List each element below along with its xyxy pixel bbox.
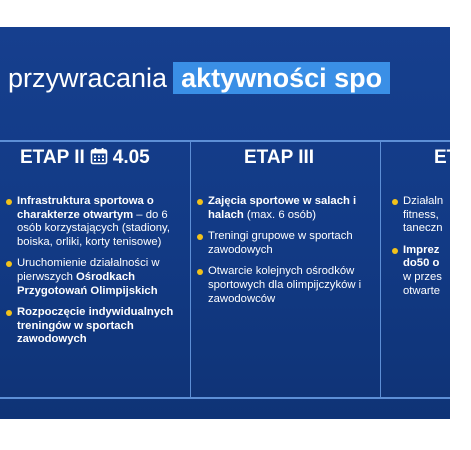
list-item: Rozpoczęcie indywidualnych treningów w sportach zawodowych	[6, 306, 184, 347]
stage-4-header	[434, 145, 471, 171]
bullet-icon	[197, 269, 203, 275]
stage-4-list	[392, 195, 444, 306]
stage-3-header	[244, 145, 314, 171]
bullet-icon	[197, 234, 203, 240]
bullet-icon	[392, 248, 398, 254]
list-item: Infrastruktura sportowa o charakterze otwartym – do 6 osób korzystających (stadiony, boiska, orliki, korty tenisowe)	[6, 195, 184, 249]
bullet-icon	[392, 199, 398, 205]
footer-divider	[0, 397, 450, 399]
stage-2-header	[20, 145, 150, 173]
stage-3-title: ETAP III	[244, 147, 315, 168]
list-item: Treningi grupowe w sportach zawodowych	[197, 230, 367, 257]
stage-2-title: ETAP II	[20, 147, 85, 168]
title-prefix: przywracania	[8, 63, 168, 93]
list-item: Imprez do50 o w przes otwarte	[392, 244, 444, 298]
header-divider-top	[0, 140, 450, 142]
list-item: Uruchomienie działalności w pierwszych Ośrodkach Przygotowań Olimpijskich	[6, 257, 184, 298]
stage-2-date: 4.05	[112, 147, 150, 168]
list-item: Działaln fitness, taneczn	[392, 195, 444, 236]
slide-panel	[0, 27, 471, 419]
bullet-icon	[197, 199, 203, 205]
stage-4-title: ETA	[434, 147, 471, 168]
column-separator	[380, 140, 381, 397]
list-item: Otwarcie kolejnych ośrodków sportowych dla olimpijczyków i zawodowców	[197, 265, 367, 306]
column-separator	[190, 140, 191, 397]
stage-3-list	[197, 195, 367, 314]
title-highlight: aktywności spo	[173, 62, 390, 94]
bullet-icon	[6, 310, 12, 316]
stage-2-list	[6, 195, 184, 355]
bullet-icon	[6, 261, 12, 267]
list-item: Zajęcia sportowe w salach i halach (max. 6 osób)	[197, 195, 367, 222]
calendar-icon	[90, 147, 108, 173]
bullet-icon	[6, 199, 12, 205]
slide-title	[8, 61, 390, 95]
